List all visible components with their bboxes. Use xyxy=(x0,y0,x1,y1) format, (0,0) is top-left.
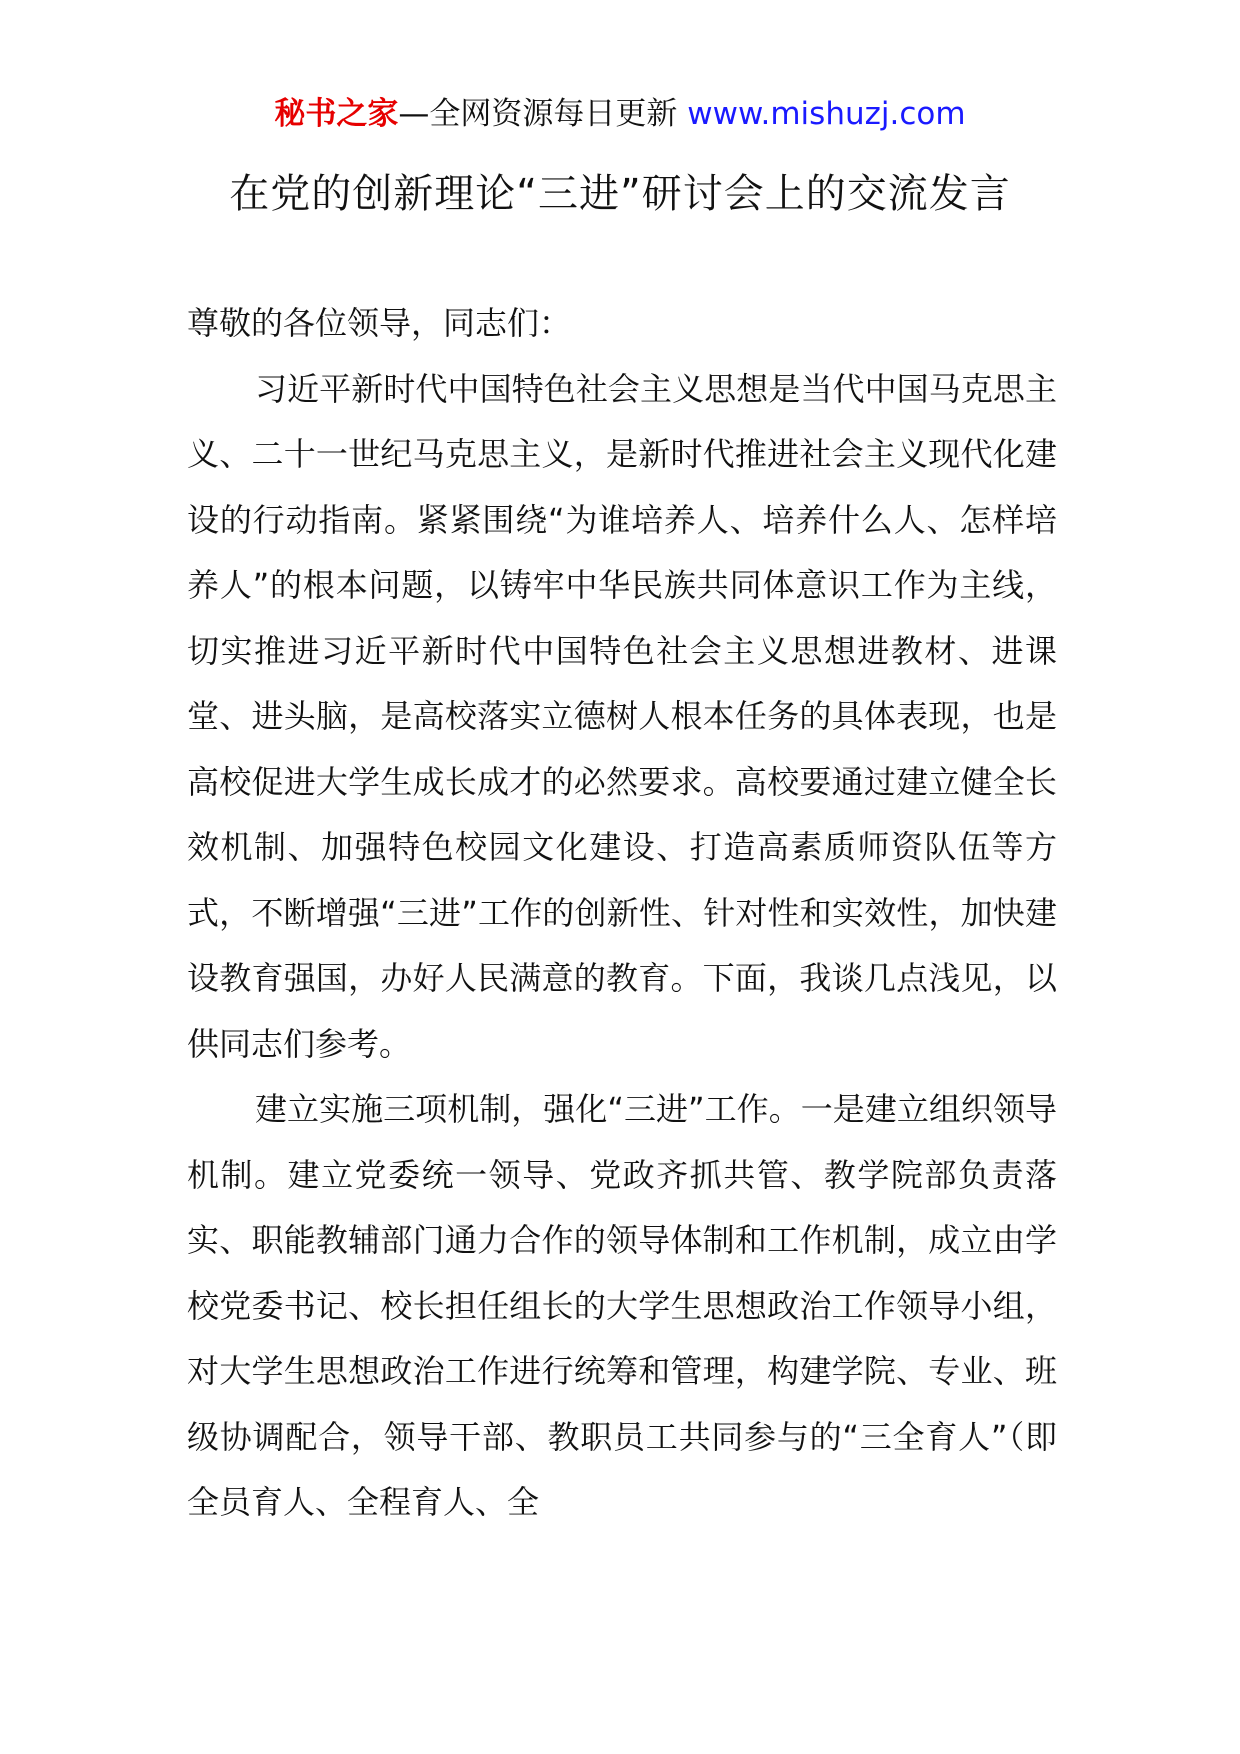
site-header xyxy=(0,92,1240,136)
site-tagline: —全网资源每日更新 xyxy=(398,96,688,132)
paragraph: 习近平新时代中国特色社会主义思想是当代中国马克思主义、二十一世纪马克思主义，是新时代推进社会主义现代化建设的行动指南。紧紧围绕“为谁培养人、培养什么人、怎样培养人”的根本问题，以铸牢中华民族共同体意识工作为主线，切实推进习近平新时代中国特色社会主义思想进教材、进课堂、进头脑，是高校落实立德树人根本任务的具体表现，也是高校促进大学生成长成才的必然要求。高校要通过建立健全长效机制、加强特色校园文化建设、打造高素质师资队伍等方式，不断增强“三进”工作的创新性、针对性和实效性，加快建设教育强国，办好人民满意的教育。下面，我谈几点浅见，以供同志们参考。 xyxy=(187,369,1057,1063)
site-url-link[interactable]: www.mishuzj.com xyxy=(687,96,966,132)
document-title: 在党的创新理论“三进”研讨会上的交流发言 xyxy=(229,171,1011,217)
salutation: 尊敬的各位领导，同志们： xyxy=(187,304,572,342)
paragraph: 建立实施三项机制，强化“三进”工作。一是建立组织领导机制。建立党委统一领导、党政齐抓共管、教学院部负责落实、职能教辅部门通力合作的领导体制和工作机制，成立由学校党委书记、校长担任组长的大学生思想政治工作领导小组，对大学生思想政治工作进行统筹和管理，构建学院、专业、班级协调配合，领导干部、教职员工共同参与的“三全育人”（即全员育人、全程育人、全 xyxy=(187,1090,1057,1521)
site-name: 秘书之家 xyxy=(274,96,399,132)
document-body xyxy=(187,291,1057,1536)
